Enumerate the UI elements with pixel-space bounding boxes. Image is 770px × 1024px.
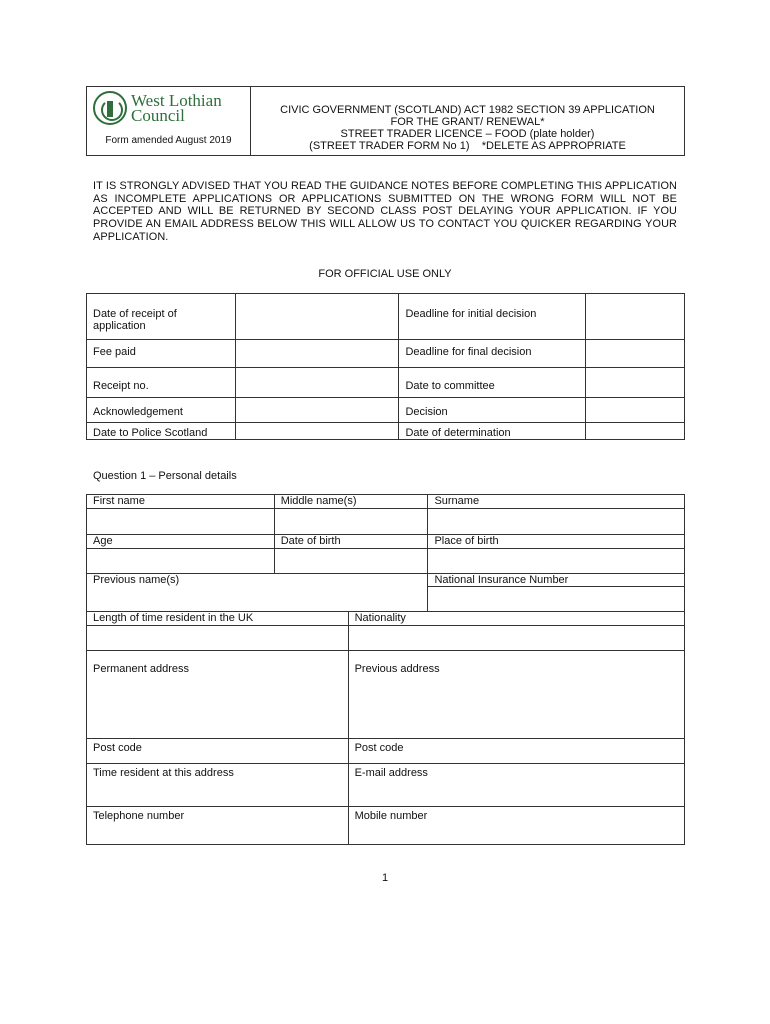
fee-paid-field[interactable] <box>235 340 399 368</box>
age-field[interactable] <box>87 549 275 574</box>
table-row <box>87 398 685 423</box>
fee-paid-label: Fee paid <box>87 340 236 368</box>
decision-label: Decision <box>399 398 586 423</box>
previous-address-field[interactable] <box>348 651 684 739</box>
logo-line-2: Council <box>131 106 185 125</box>
previous-address-label: Previous address <box>354 663 440 675</box>
table-row <box>87 368 685 398</box>
receipt-no-field[interactable] <box>235 368 399 398</box>
place-of-birth-field[interactable] <box>428 549 685 574</box>
ni-number-label: National Insurance Number <box>428 574 685 587</box>
official-use-heading: FOR OFFICIAL USE ONLY <box>318 268 452 280</box>
form-header <box>86 86 685 156</box>
time-resident-label: Time resident at this address <box>93 767 234 779</box>
length-resident-field[interactable] <box>87 626 349 651</box>
form-title <box>251 87 685 156</box>
date-of-receipt-field[interactable] <box>235 294 399 340</box>
postcode-2-field[interactable] <box>348 739 684 764</box>
date-of-birth-field[interactable] <box>274 549 428 574</box>
form-amended-date: Form amended August 2019 <box>105 135 232 146</box>
date-of-determination-label: Date of determination <box>399 423 586 440</box>
surname-field[interactable] <box>428 509 685 535</box>
nationality-field[interactable] <box>348 626 684 651</box>
question-1-heading: Question 1 – Personal details <box>93 470 237 482</box>
date-to-committee-field[interactable] <box>586 368 685 398</box>
email-label: E-mail address <box>354 767 428 779</box>
telephone-label: Telephone number <box>93 810 185 822</box>
acknowledgement-label: Acknowledgement <box>87 398 236 423</box>
page-number: 1 <box>381 872 389 884</box>
place-of-birth-label: Place of birth <box>428 535 685 549</box>
previous-names-label: Previous name(s) <box>87 574 428 587</box>
receipt-no-label: Receipt no. <box>87 368 236 398</box>
title-line-3: STREET TRADER LICENCE – FOOD (plate holder) <box>340 128 595 140</box>
personal-details-table <box>86 494 685 845</box>
decision-field[interactable] <box>586 398 685 423</box>
date-of-birth-label: Date of birth <box>274 535 428 549</box>
permanent-address-field[interactable] <box>87 651 349 739</box>
postcode-2-label: Post code <box>354 742 404 754</box>
date-to-police-label: Date to Police Scotland <box>87 423 236 440</box>
west-lothian-council-logo <box>93 91 222 125</box>
permanent-address-label: Permanent address <box>93 663 189 675</box>
date-to-police-field[interactable] <box>235 423 399 440</box>
mobile-label: Mobile number <box>354 810 428 822</box>
date-to-committee-label: Date to committee <box>399 368 586 398</box>
logo-cell <box>87 87 251 156</box>
official-use-table <box>86 293 685 440</box>
date-of-determination-field[interactable] <box>586 423 685 440</box>
middle-names-field[interactable] <box>274 509 428 535</box>
title-line-2: FOR THE GRANT/ RENEWAL* <box>390 116 545 128</box>
title-line-1: CIVIC GOVERNMENT (SCOTLAND) ACT 1982 SECTION 39 APPLICATION <box>280 104 655 116</box>
postcode-1-label: Post code <box>93 742 142 754</box>
nationality-label: Nationality <box>348 612 684 626</box>
length-resident-label: Length of time resident in the UK <box>87 612 349 626</box>
deadline-final-label: Deadline for final decision <box>399 340 586 368</box>
title-line-4: (STREET TRADER FORM No 1) *DELETE AS APPROPRIATE <box>309 140 626 152</box>
middle-names-label: Middle name(s) <box>274 495 428 509</box>
time-resident-field[interactable] <box>87 764 349 807</box>
postcode-1-field[interactable] <box>87 739 349 764</box>
council-crest-icon <box>93 91 127 125</box>
table-row <box>87 423 685 440</box>
deadline-initial-field[interactable] <box>586 294 685 340</box>
deadline-final-field[interactable] <box>586 340 685 368</box>
table-row <box>87 340 685 368</box>
first-name-label: First name <box>87 495 275 509</box>
first-name-field[interactable] <box>87 509 275 535</box>
acknowledgement-field[interactable] <box>235 398 399 423</box>
logo-line-1: West Lothian <box>131 91 222 110</box>
telephone-field[interactable] <box>87 807 349 845</box>
table-row <box>87 294 685 340</box>
deadline-initial-label: Deadline for initial decision <box>399 294 586 340</box>
email-field[interactable] <box>348 764 684 807</box>
date-of-receipt-label: Date of receipt of application <box>87 294 236 340</box>
surname-label: Surname <box>428 495 685 509</box>
mobile-field[interactable] <box>348 807 684 845</box>
logo-wordmark <box>131 93 222 123</box>
age-label: Age <box>87 535 275 549</box>
previous-names-field[interactable] <box>87 587 428 612</box>
guidance-notice: IT IS STRONGLY ADVISED THAT YOU READ THE GUIDANCE NOTES BEFORE COMPLETING THIS APPLICATION AS INCOMPLETE APPLICATIONS OR APPLICATIONS SUBMITTED ON THE WRONG FORM WILL NOT BE ACCEPTED AND WILL BE RETURNED BY SECOND CLASS POST DELAYING YOUR APPLICATION. IF YOU PROVIDE AN EMAIL ADDRESS BELOW THIS WILL ALLOW US TO CONTACT YOU QUICKER REGARDING YOUR APPLICATION. <box>93 180 677 243</box>
ni-number-field[interactable] <box>428 587 685 612</box>
